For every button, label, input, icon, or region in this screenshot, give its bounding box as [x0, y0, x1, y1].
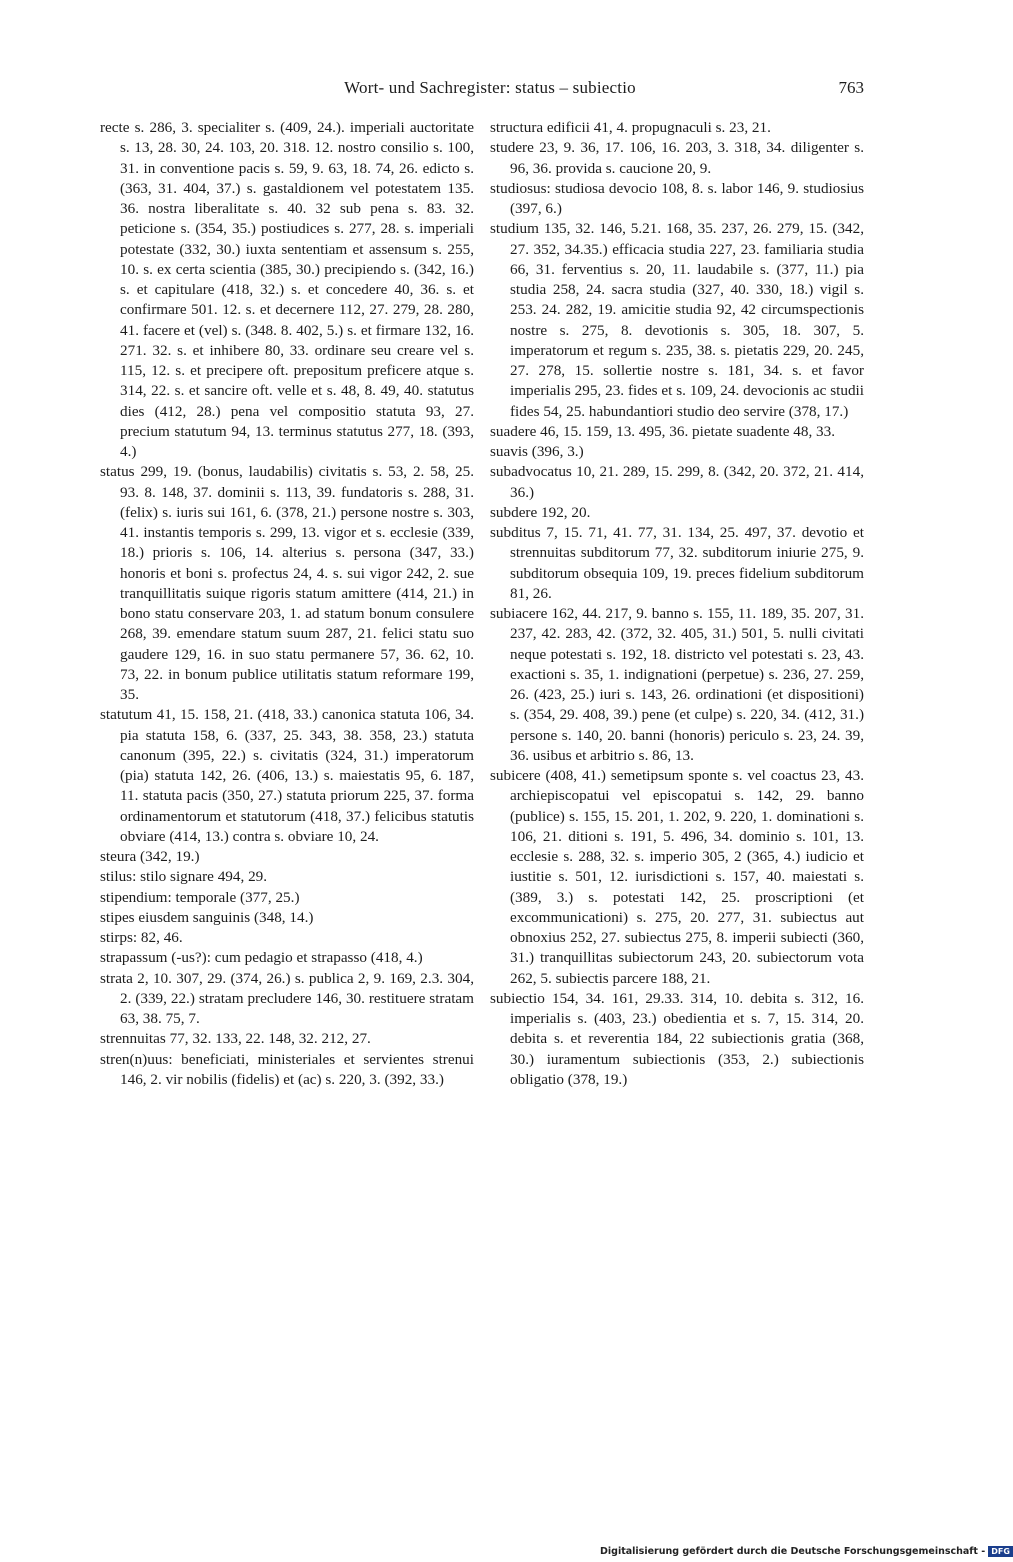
- dfg-logo: DFG: [988, 1546, 1013, 1557]
- index-entry: status 299, 19. (bonus, laudabilis) civitatis s. 53, 2. 58, 25. 93. 8. 148, 37. dominii s. 113, 39. fundatoris s. 288, 31. (felix) s. iuris sui 161, 6. (378, 21.) persone nostre s. 303, 41. instantis temporis s. 299, 13. vigor et s. ecclesie (339, 18.) prioris s. 106, 14. alterius s. persona (347, 33.) honoris et boni s. profectus 24, 4. s. sui vigor 242, 2. sue tranquillitatis suique rigoris statum amittere (414, 21.) in bono statu conservare 203, 1. ad statum bonum consulere 268, 39. emendare statum suum 287, 21. felici statu suo gaudere 129, 16. in suo statu permanere 57, 36. 62, 10. 73, 22. in bonum publice utilitatis statum reformare 199, 35.: [100, 463, 474, 703]
- index-entry: structura edificii 41, 4. propugnaculi s. 23, 21.: [490, 119, 771, 136]
- footer-credit-text: Digitalisierung gefördert durch die Deutsche Forschungsgemeinschaft -: [600, 1546, 986, 1557]
- index-entry: strennuitas 77, 32. 133, 22. 148, 32. 212, 27.: [100, 1030, 371, 1048]
- index-entry: studere 23, 9. 36, 17. 106, 16. 203, 3. 318, 34. diligenter s. 96, 36. provida s. caucione 20, 9.: [490, 139, 864, 177]
- digitization-footer: [600, 1546, 1010, 1557]
- index-entry: studiosus: studiosa devocio 108, 8. s. labor 146, 9. studiosius (397, 6.): [490, 179, 864, 217]
- index-entry: stipendium: temporale (377, 25.): [100, 888, 300, 906]
- running-header-title: Wort- und Sachregister: status – subiectio: [344, 78, 636, 97]
- index-entry: stren(n)uus: beneficiati, ministeriales et servientes strenui 146, 2. vir nobilis (fidelis) et (ac) s. 220, 3. (392, 33.): [100, 1050, 474, 1088]
- index-entry: subadvocatus 10, 21. 289, 15. 299, 8. (342, 20. 372, 21. 414, 36.): [490, 463, 864, 501]
- index-entry: subditus 7, 15. 71, 41. 77, 31. 134, 25. 497, 37. devotio et strennuitas subditorum 77, 32. subditorum iniurie 275, 9. subditorum obsequia 109, 19. preces fidelium subditorum 81, 26.: [490, 524, 864, 602]
- index-entry: strata 2, 10. 307, 29. (374, 26.) s. publica 2, 9. 169, 2.3. 304, 2. (339, 22.) stratam precludere 146, 30. restituere stratam 63, 38. 75, 7.: [100, 969, 474, 1027]
- index-entry: suadere 46, 15. 159, 13. 495, 36. pietate suadente 48, 33.: [490, 422, 836, 440]
- index-entry: strapassum (-us?): cum pedagio et strapasso (418, 4.): [100, 949, 423, 967]
- index-entry: subiacere 162, 44. 217, 9. banno s. 155, 11. 189, 35. 207, 31. 237, 42. 283, 42. (372, 32. 405, 31.) 501, 5. nulli civitati neque potestati s. 192, 18. districto vel potestati s. 23, 43. exactioni s. 35, 1. indignationi (perpetue) s. 236, 27. 259, 26. (423, 25.) iuri s. 143, 26. ordinationi (et dispositioni) s. (354, 29. 408, 39.) pene (et culpe) s. 220, 34. (412, 31.) persone s. 140, 20. banni (honoris) periculo s. 23, 24. 39, 36. usibus et arbitrio s. 86, 13.: [490, 605, 864, 764]
- index-entry: stilus: stilo signare 494, 29.: [100, 868, 268, 886]
- index-entry: subicere (408, 41.) semetipsum sponte s. vel coactus 23, 43. archiepiscopatui vel episcopatui s. 142, 29. banno (publice) s. 155, 15. 201, 1. 202, 9. 220, 1. dominationi s. 106, 21. ditioni s. 191, 5. 496, 34. dominio s. 101, 13. ecclesie s. 288, 32. s. imperio 305, 2 (365, 4.) iudicio et iustitie s. 501, 12. iurisdictioni s. 157, 40. maiestati s. (389, 3.) s. potestati 142, 25. proscriptioni (et excommunicationi) s. 275, 20. 277, 31. subiectus aut obnoxius 252, 27. subiectus 275, 8. imperii subiecti (360, 31.) tranquillitas subiectorum 243, 20. subiectorum vota 262, 5. subiectis parcere 188, 21.: [490, 767, 864, 987]
- index-entry: subdere 192, 20.: [490, 503, 591, 521]
- index-entry: stipes eiusdem sanguinis (348, 14.): [100, 908, 314, 926]
- index-entry: stirps: 82, 46.: [100, 929, 183, 946]
- index-entry: steura (342, 19.): [100, 848, 200, 865]
- index-column-left: [100, 118, 474, 1090]
- page-number: 763: [838, 78, 864, 97]
- index-entry: studium 135, 32. 146, 5.21. 168, 35. 237, 26. 279, 15. (342, 27. 352, 34.35.) efficacia studia 227, 23. familiaria studia 66, 31. ferventius s. 20, 11. laudabile s. (377, 11.) pia studia 258, 24. sacra studia (327, 40. 330, 18.) vigil s. 253. 24. 282, 19. amicitie studia 92, 42 circumspectionis nostre s. 275, 8. devotionis s. 305, 18. 307, 5. imperatorum et regum s. 235, 38. s. pietatis 229, 20. 245, 27. 278, 15. sollertie nostre s. 181, 34. s. et favor imperialis 295, 23. fides et s. 109, 24. devocionis ac studii fides 54, 25. habundantiori studio deo servire (378, 17.): [490, 220, 864, 420]
- index-entry: recte s. 286, 3. specialiter s. (409, 24.). imperiali auctoritate s. 13, 28. 30, 24. 103, 20. 318. 12. nostro consilio s. 100, 31. in conventione pacis s. 59, 9. 63, 18. 74, 26. edicto s. (363, 31. 404, 37.) s. gastaldionem vel potestatem 135. 36. nostra liberalitate s. 40. 32 sub pena s. 83. 32. peticione s. (354, 35.) postiudices s. 277, 28. s. imperiali potestate (332, 30.) iuxta sententiam et assensum s. 255, 10. s. ex certa scientia (385, 30.) precipiendo s. (342, 16.) s. et capitulare (418, 32.) s. et concedere 40, 36. s. et confirmare 501. 12. s. et decernere 112, 27. 279, 28. 280, 41. facere et (vel) s. (348. 8. 402, 5.) s. et firmare 132, 16. 271. 32. s. et inhibere 80, 33. ordinare seu creare vel s. 115, 12. s. et precipere oft. prepositum preficere atque s. 314, 22. s. et sancire oft. velle et s. 48, 8. 49, 40. statutus dies (412, 28.) pena vel compositio statuta 93, 27. precium statutum 94, 13. terminus statutus 277, 18. (393, 4.): [100, 119, 474, 460]
- index-column-right: [490, 118, 864, 1090]
- index-entry: statutum 41, 15. 158, 21. (418, 33.) canonica statuta 106, 34. pia statuta 158, 6. (337, 25. 343, 38. 358, 23.) statuta canonum (395, 22.) s. civitatis (324, 31.) imperatorum (pia) statuta 142, 26. (406, 13.) s. maiestatis 95, 6. 187, 11. statuta pacis (350, 27.) statuta priorum 225, 37. forma ordinamentorum et statutorum (418, 37.) felicibus statutis obviare (414, 13.) contra s. obviare 10, 24.: [100, 706, 474, 845]
- index-entry: subiectio 154, 34. 161, 29.33. 314, 10. debita s. 312, 16. imperialis s. (403, 23.) obedientia et s. 7, 15. 314, 20. debita s. et reverentia 184, 22 subiectionis gratia (368, 30.) iuramentum subiectionis (353, 2.) subiectionis obligatio (378, 19.): [490, 989, 864, 1088]
- index-entry: suavis (396, 3.): [490, 443, 584, 460]
